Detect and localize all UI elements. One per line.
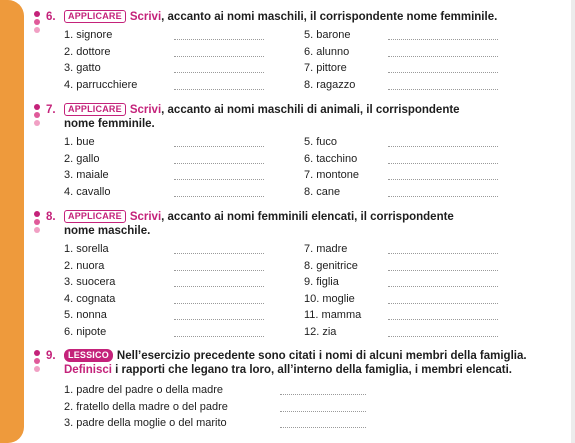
- word-item: 10. moglie: [304, 292, 355, 305]
- word-item: 5. fuco: [304, 136, 338, 148]
- exercise-8: [34, 210, 514, 340]
- word-item: 3. gatto: [64, 62, 101, 74]
- item-row: [64, 382, 514, 399]
- difficulty-dot: [34, 366, 40, 372]
- instruction-text: , accanto ai nomi maschili, il corrispondente nome femminile.: [161, 11, 498, 23]
- answer-line[interactable]: [388, 253, 498, 254]
- word-item: 4. cognata: [64, 292, 116, 305]
- item-row: [64, 60, 514, 77]
- skill-badge: LESSICO: [64, 349, 113, 362]
- answer-line[interactable]: [388, 286, 498, 287]
- answer-line[interactable]: [388, 56, 498, 57]
- answer-line[interactable]: [174, 319, 264, 320]
- item-row: [64, 241, 514, 258]
- answer-line[interactable]: [174, 72, 264, 73]
- difficulty-dots: [34, 211, 41, 235]
- difficulty-dot: [34, 11, 40, 17]
- answer-line[interactable]: [388, 89, 498, 90]
- difficulty-dot: [34, 120, 40, 126]
- exercise-9-items: [64, 382, 514, 432]
- word-item: 12. zia: [304, 325, 337, 338]
- exercise-number: 8.: [46, 211, 56, 223]
- answer-line[interactable]: [388, 336, 498, 337]
- difficulty-dot: [34, 219, 40, 225]
- definition-item: 3. padre della moglie o del marito: [64, 417, 227, 429]
- instruction-text: Nell’esercizio precedente sono citati i nomi di alcuni membri della famiglia.: [116, 350, 527, 362]
- exercise-9-header: [34, 349, 527, 377]
- item-row: [64, 151, 514, 168]
- exercise-7-header: [34, 103, 514, 131]
- answer-line[interactable]: [174, 303, 264, 304]
- answer-line[interactable]: [388, 303, 498, 304]
- answer-line[interactable]: [174, 196, 264, 197]
- item-row: [64, 307, 514, 324]
- item-row: [64, 291, 514, 308]
- exercise-8-items: [64, 241, 514, 340]
- answer-line[interactable]: [174, 179, 264, 180]
- difficulty-dots: [34, 350, 41, 374]
- answer-line[interactable]: [388, 72, 498, 73]
- skill-badge: APPLICARE: [64, 10, 126, 23]
- item-row: [64, 184, 514, 201]
- answer-line[interactable]: [174, 146, 264, 147]
- answer-line[interactable]: [388, 163, 498, 164]
- exercise-7: [34, 103, 514, 200]
- answer-line[interactable]: [174, 286, 264, 287]
- word-item: 5. barone: [304, 29, 351, 41]
- word-item: 5. nonna: [64, 309, 107, 321]
- item-row: [64, 258, 514, 275]
- answer-line[interactable]: [388, 319, 498, 320]
- word-item: 8. genitrice: [304, 259, 358, 272]
- item-row: [64, 274, 514, 291]
- difficulty-dot: [34, 19, 40, 25]
- answer-line[interactable]: [174, 336, 264, 337]
- word-item: 7. montone: [304, 169, 360, 181]
- difficulty-dot: [34, 227, 40, 233]
- item-row: [64, 27, 514, 44]
- answer-line[interactable]: [174, 56, 264, 57]
- instruction-text: , accanto ai nomi femminili elencati, il corrispondente nome maschile.: [64, 211, 454, 237]
- page-right-edge: [571, 0, 575, 443]
- word-item: 7. madre: [304, 243, 348, 255]
- word-item: 8. cane: [304, 185, 341, 198]
- word-item: 6. nipote: [64, 325, 107, 338]
- skill-badge: APPLICARE: [64, 103, 126, 116]
- instruction-text: i rapporti che legano tra loro, all’interno della famiglia, i membri elencati.: [111, 364, 512, 376]
- exercise-instruction: [64, 103, 484, 131]
- exercise-7-items: [64, 134, 514, 200]
- answer-line[interactable]: [174, 270, 264, 271]
- answer-line[interactable]: [388, 270, 498, 271]
- exercise-9: [34, 349, 527, 432]
- answer-line[interactable]: [280, 427, 366, 428]
- word-item: 2. gallo: [64, 152, 100, 165]
- exercise-instruction: [64, 210, 484, 238]
- instruction-verb: Definisci: [64, 364, 112, 376]
- item-row: [64, 77, 514, 94]
- difficulty-dot: [34, 358, 40, 364]
- item-row: [64, 167, 514, 184]
- exercise-6-items: [64, 27, 514, 93]
- definition-item: 1. padre del padre o della madre: [64, 384, 223, 396]
- answer-line[interactable]: [388, 196, 498, 197]
- answer-line[interactable]: [174, 253, 264, 254]
- instruction-verb: Scrivi: [129, 104, 162, 116]
- exercise-instruction: [64, 10, 514, 24]
- answer-line[interactable]: [388, 179, 498, 180]
- answer-line[interactable]: [388, 146, 498, 147]
- word-item: 4. cavallo: [64, 185, 111, 198]
- answer-line[interactable]: [280, 411, 366, 412]
- exercise-8-header: [34, 210, 514, 238]
- answer-line[interactable]: [174, 163, 264, 164]
- word-item: 6. tacchino: [304, 152, 358, 165]
- difficulty-dot: [34, 112, 40, 118]
- answer-line[interactable]: [388, 39, 498, 40]
- exercise-number: 7.: [46, 104, 56, 116]
- word-item: 1. sorella: [64, 243, 109, 255]
- difficulty-dots: [34, 11, 41, 35]
- word-item: 1. signore: [64, 29, 113, 41]
- item-row: [64, 44, 514, 61]
- word-item: 3. suocera: [64, 276, 116, 288]
- answer-line[interactable]: [280, 394, 366, 395]
- item-row: [64, 399, 514, 416]
- difficulty-dot: [34, 350, 40, 356]
- definition-item: 2. fratello della madre o del padre: [64, 400, 228, 413]
- word-item: 6. alunno: [304, 45, 350, 58]
- difficulty-dots: [34, 104, 41, 128]
- skill-badge: APPLICARE: [64, 210, 126, 223]
- item-row: [64, 134, 514, 151]
- exercise-instruction: [64, 349, 527, 377]
- word-item: 1. bue: [64, 136, 95, 148]
- exercise-number: 6.: [46, 11, 56, 23]
- word-item: 8. ragazzo: [304, 78, 356, 91]
- exercise-6-header: [34, 10, 514, 24]
- word-item: 3. maiale: [64, 169, 109, 181]
- word-item: 11. mamma: [304, 309, 362, 321]
- difficulty-dot: [34, 27, 40, 33]
- instruction-verb: Scrivi: [129, 211, 162, 223]
- word-item: 2. dottore: [64, 45, 111, 58]
- page-side-band: [0, 0, 24, 443]
- item-row: [64, 415, 514, 432]
- word-item: 2. nuora: [64, 259, 105, 272]
- exercise-6: [34, 10, 514, 93]
- difficulty-dot: [34, 211, 40, 217]
- answer-line[interactable]: [174, 89, 264, 90]
- difficulty-dot: [34, 104, 40, 110]
- exercise-number: 9.: [46, 350, 56, 362]
- item-row: [64, 324, 514, 341]
- instruction-text: , accanto ai nomi maschili di animali, il corrispondente nome femminile.: [64, 104, 460, 130]
- word-item: 4. parrucchiere: [64, 78, 138, 91]
- instruction-verb: Scrivi: [129, 11, 162, 23]
- answer-line[interactable]: [174, 39, 264, 40]
- word-item: 7. pittore: [304, 62, 347, 74]
- word-item: 9. figlia: [304, 276, 339, 288]
